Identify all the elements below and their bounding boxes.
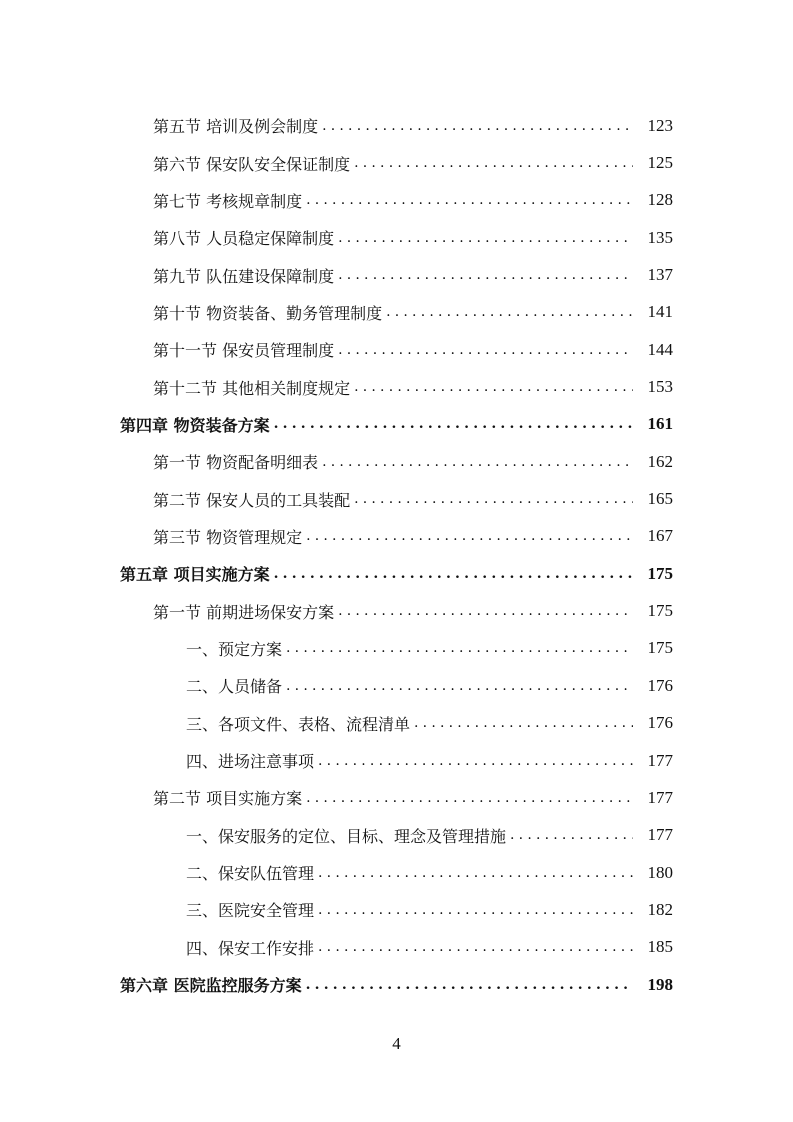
dot-leader — [414, 715, 633, 731]
toc-entry-title: 第三节 物资管理规定 — [153, 527, 303, 547]
dot-leader — [386, 304, 633, 320]
toc-subsection-entry[interactable] — [0, 891, 793, 928]
toc-entry-title: 第二节 保安人员的工具装配 — [153, 490, 351, 510]
toc-subsection-entry[interactable] — [0, 630, 793, 667]
toc-entry-page: 176 — [647, 675, 673, 695]
toc-section-entry[interactable] — [0, 182, 793, 219]
toc-entry-page: 137 — [647, 265, 673, 285]
dot-leader — [338, 230, 633, 246]
toc-entry-page: 177 — [647, 825, 673, 845]
toc-section-entry[interactable] — [0, 331, 793, 368]
toc-section-entry[interactable] — [0, 779, 793, 816]
dot-leader — [338, 603, 633, 619]
toc-section-entry[interactable] — [0, 107, 793, 144]
toc-entry-page: 135 — [647, 227, 673, 247]
toc-entry-title: 二、人员储备 — [186, 677, 283, 697]
page-number: 4 — [392, 1034, 401, 1053]
toc-entry-title: 一、保安服务的定位、目标、理念及管理措施 — [186, 826, 507, 846]
toc-entry-title: 三、医院安全管理 — [186, 901, 315, 921]
dot-leader — [274, 416, 633, 432]
dot-leader — [322, 454, 633, 470]
toc-entry-title: 第五章 项目实施方案 — [120, 565, 270, 585]
toc-section-entry[interactable] — [0, 480, 793, 517]
toc-section-entry[interactable] — [0, 368, 793, 405]
toc-entry-page: 165 — [647, 489, 673, 509]
toc-section-entry[interactable] — [0, 294, 793, 331]
dot-leader — [318, 753, 633, 769]
toc-subsection-entry[interactable] — [0, 667, 793, 704]
toc-entry-title: 第一节 前期进场保安方案 — [153, 602, 335, 622]
toc-entry-title: 一、预定方案 — [186, 639, 283, 659]
toc-entry-page: 123 — [647, 115, 673, 135]
dot-leader — [318, 902, 633, 918]
toc-section-entry[interactable] — [0, 592, 793, 629]
toc-entry-title: 第十二节 其他相关制度规定 — [153, 378, 351, 398]
toc-entry-page: 141 — [647, 302, 673, 322]
toc-subsection-entry[interactable] — [0, 929, 793, 966]
toc-entry-title: 二、保安队伍管理 — [186, 864, 315, 884]
toc-entry-title: 三、各项文件、表格、流程清单 — [186, 714, 411, 734]
toc-section-entry[interactable] — [0, 256, 793, 293]
dot-leader — [338, 342, 633, 358]
toc-entry-page: 144 — [647, 339, 673, 359]
toc-entry-page: 161 — [647, 414, 673, 434]
toc-entry-page: 177 — [647, 787, 673, 807]
dot-leader — [286, 678, 633, 694]
toc-entry-title: 第七节 考核规章制度 — [153, 191, 303, 211]
toc-entry-title: 第四章 物资装备方案 — [120, 415, 270, 435]
dot-leader — [354, 379, 633, 395]
toc-entry-page: 175 — [647, 638, 673, 658]
toc-entry-title: 第六节 保安队安全保证制度 — [153, 154, 351, 174]
toc-entry-title: 第五节 培训及例会制度 — [153, 117, 319, 137]
dot-leader — [286, 640, 633, 656]
dot-leader — [354, 155, 633, 171]
toc-entry-title: 第二节 项目实施方案 — [153, 789, 303, 809]
dot-leader — [354, 491, 633, 507]
dot-leader — [306, 977, 633, 993]
dot-leader — [318, 865, 633, 881]
dot-leader — [322, 118, 633, 134]
toc-entry-page: 162 — [647, 451, 673, 471]
dot-leader — [306, 192, 633, 208]
toc-entry-page: 180 — [647, 862, 673, 882]
toc-entry-title: 第一节 物资配备明细表 — [153, 453, 319, 473]
toc-entry-page: 177 — [647, 750, 673, 770]
dot-leader — [338, 267, 633, 283]
toc-entry-page: 128 — [647, 190, 673, 210]
toc-entry-title: 四、保安工作安排 — [186, 938, 315, 958]
dot-leader — [510, 827, 633, 843]
dot-leader — [306, 790, 633, 806]
dot-leader — [274, 566, 633, 582]
toc-entry-page: 125 — [647, 153, 673, 173]
toc-entry-page: 185 — [647, 937, 673, 957]
toc-entry-page: 167 — [647, 526, 673, 546]
toc-chapter-entry[interactable] — [0, 555, 793, 592]
toc-entry-page: 153 — [647, 377, 673, 397]
toc-entry-title: 第十节 物资装备、勤务管理制度 — [153, 303, 383, 323]
toc-section-entry[interactable] — [0, 144, 793, 181]
toc-entry-title: 第八节 人员稳定保障制度 — [153, 229, 335, 249]
toc-section-entry[interactable] — [0, 219, 793, 256]
toc-entry-title: 第十一节 保安员管理制度 — [153, 341, 335, 361]
dot-leader — [318, 939, 633, 955]
toc-subsection-entry[interactable] — [0, 705, 793, 742]
toc-entry-page: 175 — [647, 563, 673, 583]
toc-section-entry[interactable] — [0, 443, 793, 480]
dot-leader — [306, 528, 633, 544]
toc-entry-page: 175 — [647, 601, 673, 621]
toc-entry-page: 198 — [647, 974, 673, 994]
toc-section-entry[interactable] — [0, 518, 793, 555]
toc-chapter-entry[interactable] — [0, 406, 793, 443]
table-of-contents — [0, 107, 793, 1003]
toc-subsection-entry[interactable] — [0, 742, 793, 779]
toc-entry-title: 第九节 队伍建设保障制度 — [153, 266, 335, 286]
toc-entry-title: 四、进场注意事项 — [186, 752, 315, 772]
toc-subsection-entry[interactable] — [0, 817, 793, 854]
toc-chapter-entry[interactable] — [0, 966, 793, 1003]
toc-entry-page: 176 — [647, 713, 673, 733]
toc-entry-page: 182 — [647, 899, 673, 919]
toc-entry-title: 第六章 医院监控服务方案 — [120, 976, 302, 996]
toc-subsection-entry[interactable] — [0, 854, 793, 891]
